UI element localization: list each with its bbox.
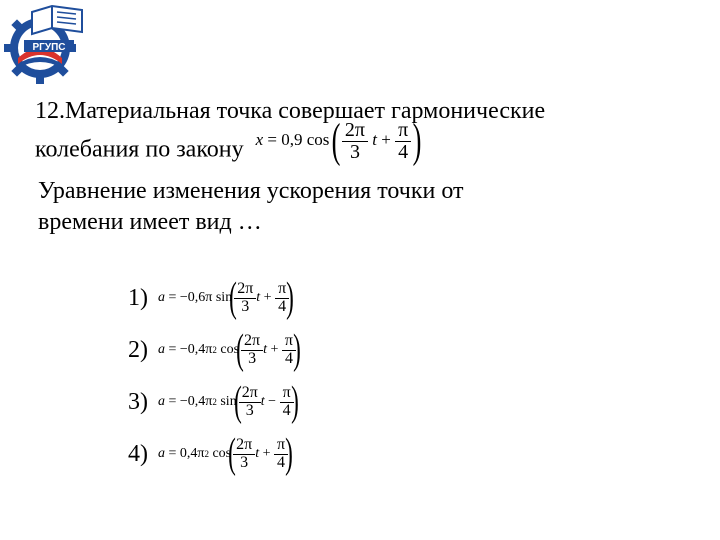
formula-var: t [372, 129, 377, 149]
question-block [35, 96, 715, 175]
university-logo [2, 2, 86, 86]
formula-frac-2: $\frac{\pi}{4}$ [395, 120, 411, 163]
answer-formula: a = −0,4π 2 sin ( $\frac{2\pi}{3}$ t − $\frac{\pi}{4}$ ) [158, 379, 299, 425]
question-text-2: колебания по закону [35, 136, 244, 163]
formula-eq: = [267, 129, 277, 149]
formula-coef: 0,9 [281, 129, 303, 149]
formula-plus: + [381, 129, 391, 149]
answer-option-1[interactable]: 1) a = −0,6π sin ( $\frac{2\pi}{3}$ t + $\frac{\pi}{4}$ ) [128, 275, 295, 321]
question-line-2 [35, 114, 715, 175]
answer-formula: a = −0,4π 2 cos ( $\frac{2\pi}{3}$ t + $\frac{\pi}{4}$ ) [158, 327, 301, 373]
formula-lhs: x [255, 129, 264, 149]
answer-option-2[interactable]: 2) a = −0,4π 2 cos ( $\frac{2\pi}{3}$ t + $\frac{\pi}{4}$ ) [128, 327, 301, 373]
right-paren: ) [413, 114, 422, 167]
statement-block [38, 176, 698, 238]
statement-line-2: времени имеет вид … [38, 209, 262, 235]
answer-option-3[interactable]: 3) a = −0,4π 2 sin ( $\frac{2\pi}{3}$ t − $\frac{\pi}{4}$ ) [128, 379, 299, 425]
answer-formula: a = −0,6π sin ( $\frac{2\pi}{3}$ t + $\frac{\pi}{4}$ ) [158, 275, 295, 321]
answer-list [128, 272, 301, 480]
formula-frac-1: $\frac{2\pi}{3}$ [342, 120, 368, 163]
formula-func: cos [306, 129, 330, 149]
motion-formula [255, 114, 422, 167]
left-paren: ( [331, 114, 341, 167]
question-line-1: 12.Материальная точка совершает гармонические [35, 98, 546, 124]
answer-option-4[interactable]: 4) a = 0,4π 2 cos ( $\frac{2\pi}{3}$ t + $\frac{\pi}{4}$ ) [128, 431, 293, 477]
answer-formula: a = 0,4π 2 cos ( $\frac{2\pi}{3}$ t + $\frac{\pi}{4}$ ) [158, 431, 293, 477]
logo-text: РГУПС [32, 42, 66, 53]
statement-line-1: Уравнение изменения ускорения точки от [38, 178, 464, 204]
